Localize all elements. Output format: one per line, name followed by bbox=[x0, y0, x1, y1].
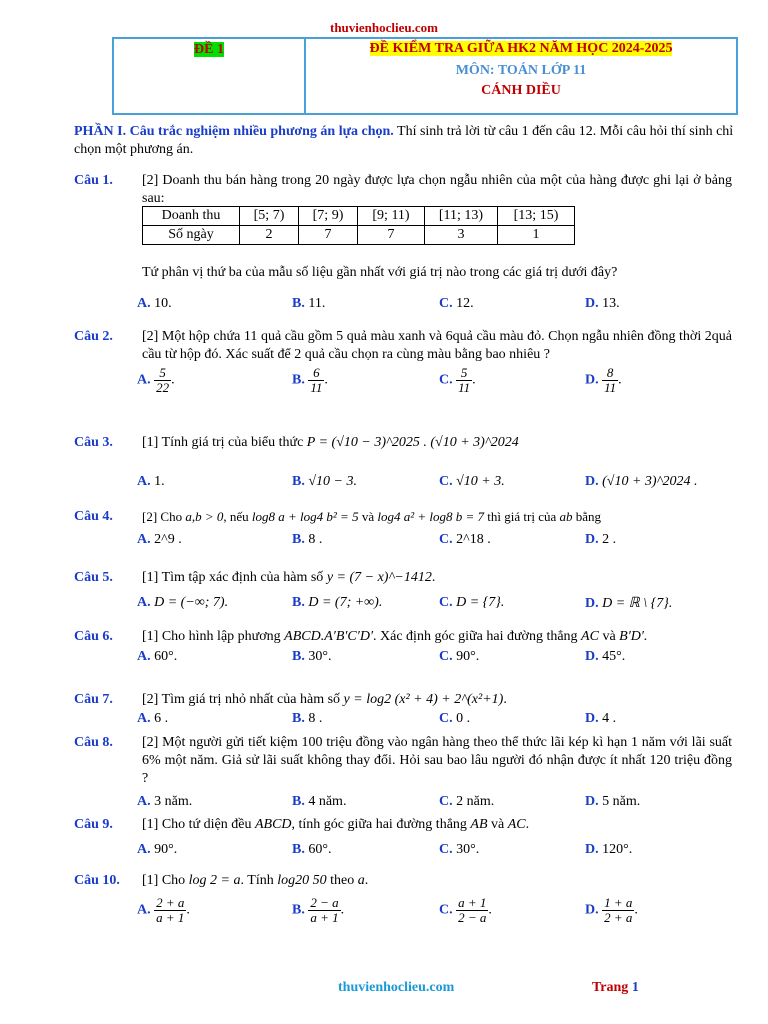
option-c[interactable]: C. √10 + 3. bbox=[439, 474, 505, 489]
site-header-link[interactable]: thuvienhoclieu.com bbox=[330, 20, 438, 35]
option-b[interactable]: B. 11. bbox=[292, 296, 326, 311]
option-d[interactable]: D. 13. bbox=[585, 296, 620, 311]
question-text: [2] Một hộp chứa 11 quả cầu gồm 5 quả màu xanh và 6quả cầu màu đỏ. Chọn ngẫu nhiên đồng thời 2quả cầu từ hộp đó. Xác suất để 2 quả cầu chọn ra cùng màu bằng bao nhiêu ? bbox=[142, 329, 732, 362]
option-d[interactable]: D. 5 năm. bbox=[585, 794, 641, 809]
option-b[interactable]: B. D = (7; +∞). bbox=[292, 595, 383, 610]
option-a[interactable]: A. 6 . bbox=[137, 711, 169, 726]
option-d[interactable]: D. (√10 + 3)^2024 . bbox=[585, 474, 698, 489]
option-a[interactable]: A. 60°. bbox=[137, 649, 178, 664]
question-text: [2] Một người gửi tiết kiệm 100 triệu đồng vào ngân hàng theo thể thức lãi kép kì hạn 1 năm với lãi suất 6% một năm. Giả sử lãi suất không thay đổi. Hỏi sau bao lâu người đó nhận được ít nhất 120 triệu đồng ? bbox=[142, 735, 732, 786]
math-expression: y = (7 − x)^−1412 bbox=[326, 570, 432, 585]
table-cell: [11; 13) bbox=[425, 207, 498, 226]
question-label: Câu 7. bbox=[74, 692, 113, 707]
option-b[interactable]: B. √10 − 3. bbox=[292, 474, 357, 489]
question-text: [2] Doanh thu bán hàng trong 20 ngày được lựa chọn ngẫu nhiên của một của hàng được ghi lại ở bảng sau: bbox=[142, 173, 732, 206]
question-text: [2] Tìm giá trị nhỏ nhất của hàm số y = log2 (x² + 4) + 2^(x²+1). bbox=[142, 692, 507, 707]
footer-site-link[interactable]: thuvienhoclieu.com bbox=[338, 980, 455, 995]
exam-code: ĐỀ 1 bbox=[194, 42, 224, 57]
option-d[interactable]: D. 2 . bbox=[585, 532, 617, 547]
option-d[interactable]: D. 45°. bbox=[585, 649, 626, 664]
option-c[interactable]: C. 2^18 . bbox=[439, 532, 491, 547]
option-c[interactable]: C. $\frac{a + 1}{2 - a}$ . bbox=[439, 895, 492, 925]
table-cell: [9; 11) bbox=[358, 207, 425, 226]
exam-book: CÁNH DIỀU bbox=[481, 83, 561, 98]
option-b[interactable]: B. 60°. bbox=[292, 842, 332, 857]
question-label: Câu 2. bbox=[74, 329, 113, 344]
table-cell: [7; 9) bbox=[299, 207, 358, 226]
option-a[interactable]: A. 2^9 . bbox=[137, 532, 182, 547]
option-a[interactable]: A. $\frac{5}{22}$ . bbox=[137, 365, 175, 395]
question-text: [1] Cho log 2 = a. Tính log20 50 theo a. bbox=[142, 873, 369, 888]
part1-instruction: Thí sinh trả lời từ câu 1 đến câu 12. Mỗi câu hỏi thí sinh chỉ chọn một phương án. bbox=[74, 124, 734, 157]
question-label: Câu 10. bbox=[74, 873, 120, 888]
table-cell: 7 bbox=[299, 226, 358, 245]
option-b[interactable]: B. $\frac{2 - a}{a + 1}$ . bbox=[292, 895, 345, 925]
option-c[interactable]: C. 30°. bbox=[439, 842, 480, 857]
question-label: Câu 6. bbox=[74, 629, 113, 644]
question-label: Câu 4. bbox=[74, 509, 113, 524]
option-a[interactable]: A. 90°. bbox=[137, 842, 178, 857]
option-b[interactable]: B. 30°. bbox=[292, 649, 332, 664]
exam-header-box bbox=[112, 37, 738, 115]
exam-code-cell bbox=[114, 39, 306, 113]
part1-intro bbox=[74, 123, 734, 159]
option-c[interactable]: C. 90°. bbox=[439, 649, 480, 664]
option-c[interactable]: C. $\frac{5}{11}$ . bbox=[439, 365, 476, 395]
option-d[interactable]: D. D = ℝ \ {7}. bbox=[585, 596, 673, 611]
option-a[interactable]: A. 3 năm. bbox=[137, 794, 193, 809]
table-cell: 3 bbox=[425, 226, 498, 245]
question-label: Câu 9. bbox=[74, 817, 113, 832]
option-c[interactable]: C. D = {7}. bbox=[439, 595, 505, 610]
table-cell: 1 bbox=[498, 226, 575, 245]
table-cell: 7 bbox=[358, 226, 425, 245]
question-label: Câu 5. bbox=[74, 570, 113, 585]
table-row bbox=[143, 207, 575, 226]
question-label: Câu 3. bbox=[74, 435, 113, 450]
exam-title: ĐỀ KIỂM TRA GIỮA HK2 NĂM HỌC 2024-2025 bbox=[369, 41, 673, 56]
table-cell: Doanh thu bbox=[143, 207, 240, 226]
option-b[interactable]: B. 8 . bbox=[292, 532, 323, 547]
option-d[interactable]: D. 120°. bbox=[585, 842, 633, 857]
table-cell: [5; 7) bbox=[240, 207, 299, 226]
question-label: Câu 8. bbox=[74, 735, 113, 750]
table-cell: 2 bbox=[240, 226, 299, 245]
footer-page-number: Trang 1 bbox=[592, 980, 639, 995]
question-text: [1] Tìm tập xác định của hàm số y = (7 − x)^−1412. bbox=[142, 570, 436, 585]
option-a[interactable]: A. $\frac{2 + a}{a + 1}$ . bbox=[137, 895, 190, 925]
table-cell: [13; 15) bbox=[498, 207, 575, 226]
option-d[interactable]: D. $\frac{8}{11}$ . bbox=[585, 365, 622, 395]
option-b[interactable]: B. 8 . bbox=[292, 711, 323, 726]
question-text: [1] Tính giá trị của biểu thức P = (√10 − 3)^2025 . (√10 + 3)^2024 bbox=[142, 435, 519, 450]
question-text: Tứ phân vị thứ ba của mẫu số liệu gần nhất với giá trị nào trong các giá trị dưới đây? bbox=[142, 265, 618, 280]
option-b[interactable]: B. 4 năm. bbox=[292, 794, 347, 809]
math-expression: y = log2 (x² + 4) + 2^(x²+1) bbox=[343, 692, 504, 707]
question-text: [2] Cho a,b > 0, nếu log8 a + log4 b² = 5 và log4 a² + log8 b = 7 thì giá trị của ab bằng bbox=[142, 509, 602, 524]
option-c[interactable]: C. 2 năm. bbox=[439, 794, 495, 809]
option-d[interactable]: D. $\frac{1 + a}{2 + a}$ . bbox=[585, 895, 638, 925]
option-d[interactable]: D. 4 . bbox=[585, 711, 617, 726]
table-row bbox=[143, 226, 575, 245]
exam-subject: MÔN: TOÁN LỚP 11 bbox=[455, 63, 587, 78]
question-text: [1] Cho tứ diện đều ABCD, tính góc giữa hai đường thẳng AB và AC. bbox=[142, 817, 530, 832]
exam-title-cell bbox=[306, 39, 736, 113]
table-cell: Số ngày bbox=[143, 226, 240, 245]
option-a[interactable]: A. 1. bbox=[137, 474, 165, 489]
option-a[interactable]: A. D = (−∞; 7). bbox=[137, 595, 229, 610]
revenue-table bbox=[142, 206, 575, 245]
option-c[interactable]: C. 12. bbox=[439, 296, 474, 311]
part1-heading: PHẦN I. Câu trắc nghiệm nhiều phương án lựa chọn. bbox=[74, 124, 394, 139]
math-expression: P = (√10 − 3)^2025 . (√10 + 3)^2024 bbox=[306, 435, 519, 450]
question-text: [1] Cho hình lập phương ABCD.A′B′C′D′. Xác định góc giữa hai đường thẳng AC và B′D′. bbox=[142, 629, 648, 644]
question-label: Câu 1. bbox=[74, 173, 113, 188]
option-c[interactable]: C. 0 . bbox=[439, 711, 471, 726]
option-a[interactable]: A. 10. bbox=[137, 296, 172, 311]
option-b[interactable]: B. $\frac{6}{11}$ . bbox=[292, 365, 328, 395]
